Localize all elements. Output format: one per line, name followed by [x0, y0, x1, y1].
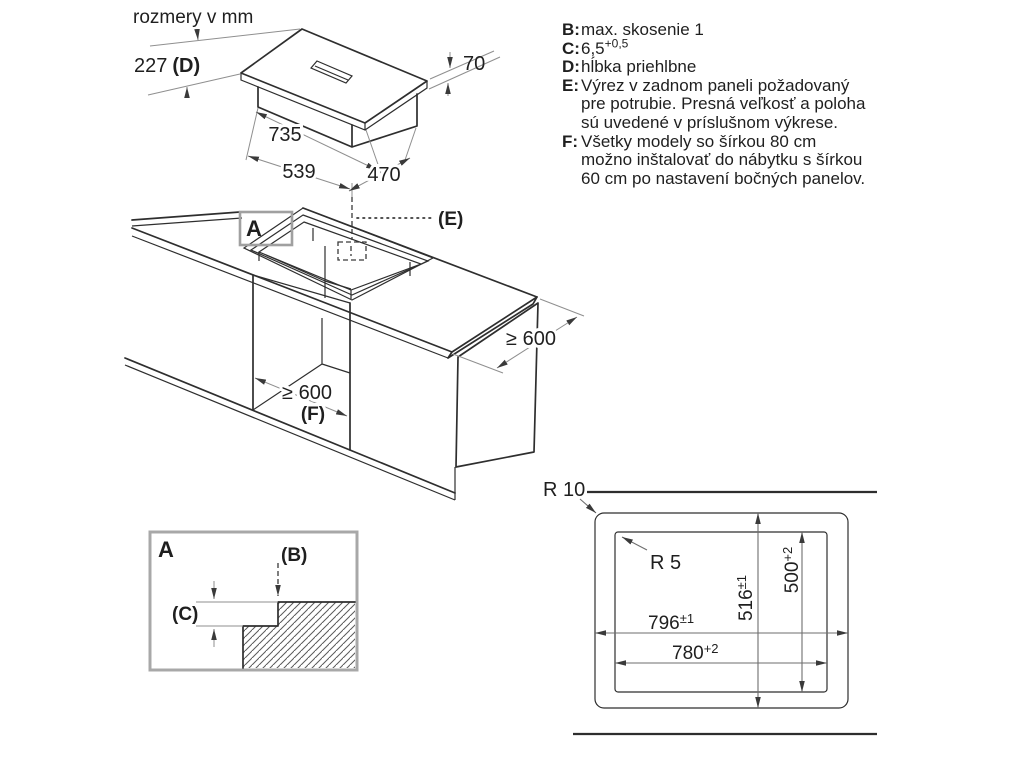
cabinet-width-dim-label: ≥ 600	[282, 382, 332, 404]
duct-cutout-label-e: (E)	[438, 209, 464, 230]
inner-width-dim-label: $780^{+2}$	[672, 641, 719, 664]
cutout-top-view	[543, 479, 877, 734]
dim-539-label: 539	[282, 161, 316, 183]
detail-a-title: A	[158, 537, 174, 562]
legend	[562, 21, 932, 188]
legend-text: možno inštalovať do nábytku s šírkou	[581, 150, 863, 170]
counter-depth-dim-label: ≥ 600	[506, 328, 556, 350]
legend-item-c	[562, 35, 932, 59]
cabinet-isometric-view	[125, 197, 538, 500]
chamfer-label-b: (B)	[281, 545, 308, 566]
dim-70-label: 70	[463, 53, 486, 75]
legend-text: pre potrubie. Presná veľkosť a poloha	[581, 94, 866, 114]
legend-text: Výrez v zadnom paneli požadovaný	[581, 75, 850, 95]
legend-key-d: D:	[562, 57, 580, 77]
dim-470-label: 470	[367, 164, 401, 186]
inner-radius-label: R 5	[650, 552, 682, 574]
detail-a-view	[150, 532, 357, 670]
dim-227-label: 227 (D)	[134, 55, 201, 77]
cabinet-width-key-f: (F)	[300, 404, 326, 425]
inner-depth-dim-label: $500^{+2}$	[780, 546, 803, 594]
legend-key-f: F:	[562, 131, 579, 151]
dim-735-label: 735	[268, 124, 302, 146]
outer-radius-label: R 10	[543, 479, 586, 501]
legend-value-c: 6,5	[581, 38, 605, 58]
legend-tolerance-c: +0,5	[604, 35, 629, 50]
legend-text: max. skosenie 1	[581, 20, 704, 39]
legend-text: hĺbka priehlbne	[581, 57, 697, 77]
legend-item-e	[562, 77, 932, 133]
legend-key-c: C:	[562, 38, 580, 58]
detail-marker-a-badge: A	[246, 216, 262, 241]
hob-dimensions	[134, 29, 500, 197]
legend-text: 60 cm po nastavení bočných panelov.	[581, 168, 866, 188]
legend-text: sú uvedené v príslušnom výkrese.	[581, 112, 839, 132]
step-depth-label-c: (C)	[172, 604, 199, 625]
legend-key-e: E:	[562, 75, 579, 95]
units-label: rozmery v mm	[133, 7, 254, 28]
outer-depth-dim-label: $516^{\pm 1}$	[734, 574, 757, 622]
inner-cutout-rect	[615, 532, 827, 692]
outer-width-dim-label: $796^{\pm 1}$	[648, 611, 695, 634]
legend-key-b: B:	[562, 20, 580, 39]
legend-text	[581, 35, 932, 59]
legend-text: Všetky modely so šírkou 80 cm	[581, 131, 817, 151]
legend-item-d	[562, 58, 932, 77]
legend-item-f	[562, 133, 932, 189]
